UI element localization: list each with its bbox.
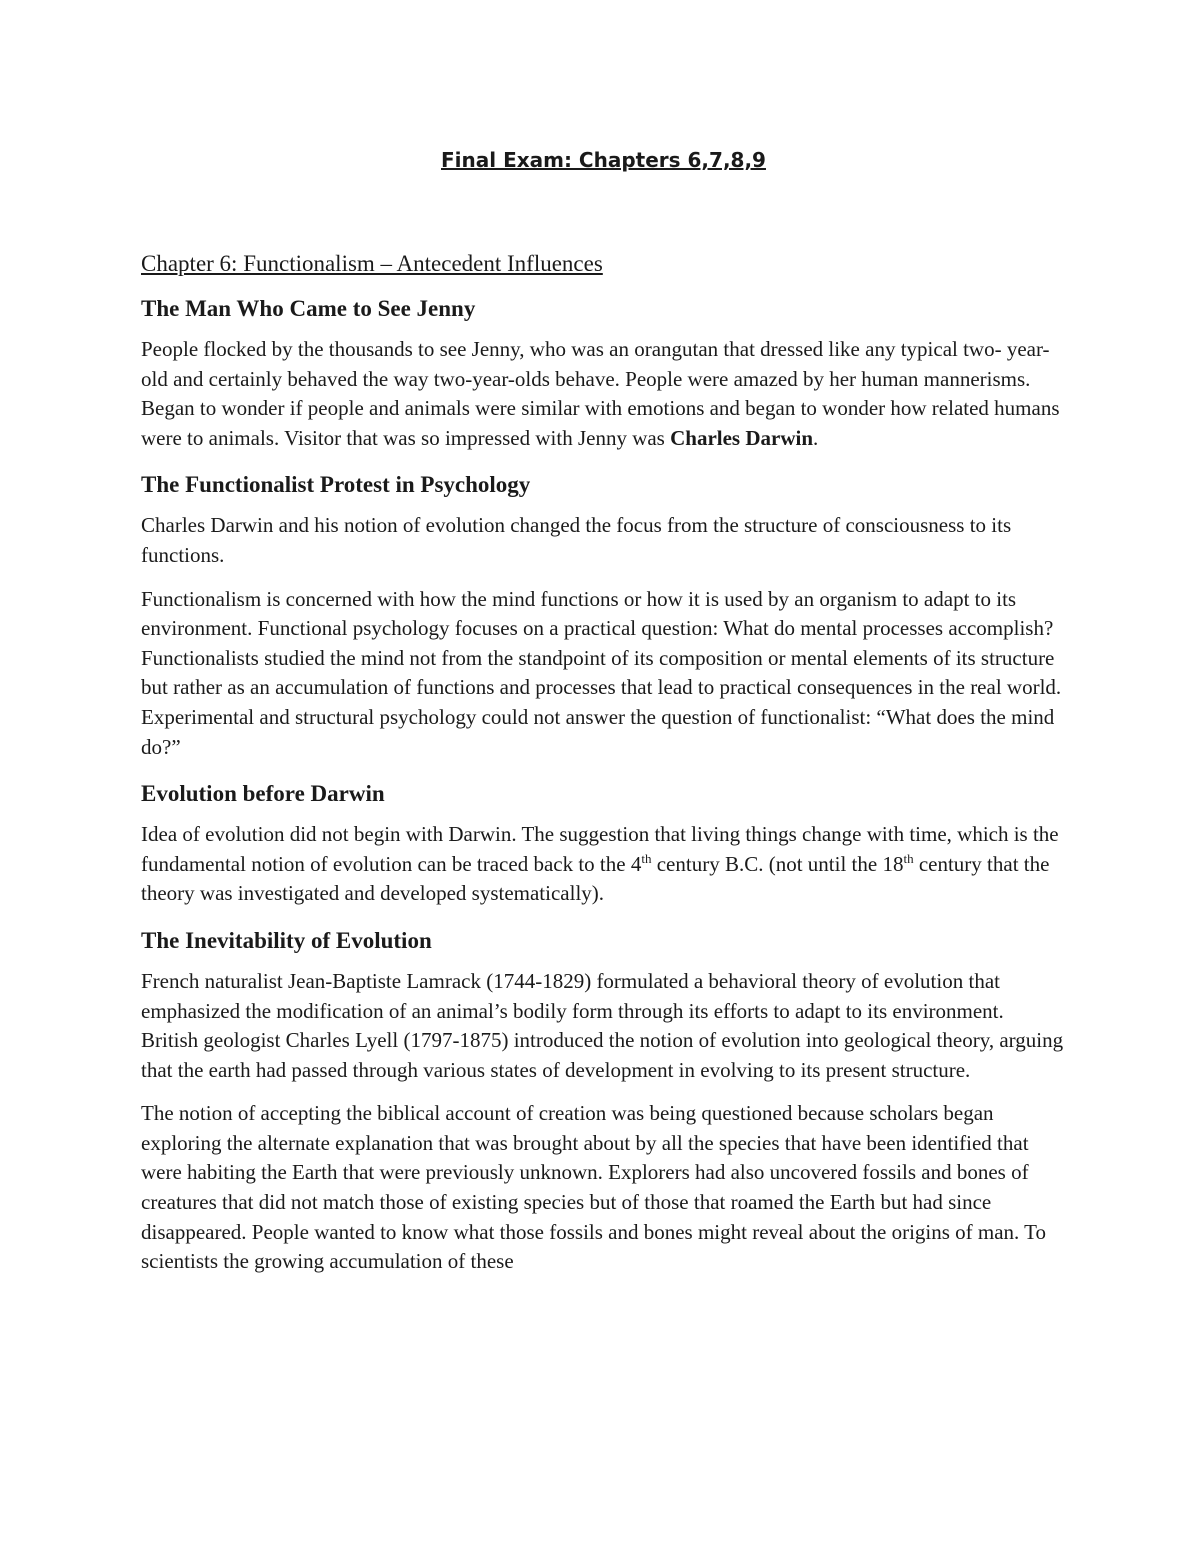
section-heading-inevitability: The Inevitability of Evolution (141, 927, 432, 953)
paragraph-protest-2: Functionalism is concerned with how the mind functions or how it is used by an organism to adapt to its environment. Functional psychology focuses on a practical question: What do mental processes accomplish? Functionalists studied the mind not from the standpoint of its composition or mental elements of its structure but rather as an accumulation of functions and processes that lead to practical consequences in the real world. Experimental and structural psychology could not answer the question of functionalist: “What does the mind do?” (141, 586, 1062, 759)
paragraph-text: Idea of evolution did not begin with Darwin. The suggestion that living things change with time, which is the fundamental notion of evolution can be traced back to the 4 (141, 822, 1059, 876)
superscript: th (903, 850, 914, 866)
paragraph-inevitability-2: The notion of accepting the biblical account of creation was being questioned because scholars began exploring the alternate explanation that was brought about by all the species that have been identified that were habiting the Earth that were previously unknown. Explorers had also uncovered fossils and bones of creatures that did not match those of existing species but of those that roamed the Earth but had since disappeared. People wanted to know what those fossils and bones might reveal about the origins of man. To scientists the growing accumulation of these (141, 1101, 1047, 1274)
paragraph-text: century that the theory was investigated and developed systematically). (141, 851, 1050, 906)
paragraph-before-darwin (141, 820, 1066, 909)
paragraph-jenny (141, 335, 1066, 453)
section-heading-protest: The Functionalist Protest in Psychology (141, 472, 531, 498)
paragraph-end: . (813, 425, 819, 450)
paragraph-inevitability-1: French naturalist Jean-Baptiste Lamrack (1744-1829) formulated a behavioral theory of evolution that emphasized the modification of an animal’s bodily form through its efforts to adapt to its environment. British geologist Charles Lyell (1797-1875) introduced the notion of evolution into geological theory, arguing that the earth had passed through various states of development in evolving to its present structure. (141, 968, 1064, 1082)
superscript: th (641, 850, 652, 866)
paragraph-protest-1: Charles Darwin and his notion of evolution changed the focus from the structure of consciousness to its functions. (141, 513, 1012, 567)
document-title: Final Exam: Chapters 6,7,8,9 (441, 148, 766, 172)
section-heading-before-darwin: Evolution before Darwin (141, 781, 385, 807)
bold-name: Charles Darwin (670, 425, 814, 450)
chapter-heading: Chapter 6: Functionalism – Antecedent Influences (141, 251, 603, 276)
paragraph-text: People flocked by the thousands to see Jenny, who was an orangutan that dressed like any typical two- year-old and certainly behaved the way two-year-olds behave. People were amazed by her human mannerisms. Began to wonder if people and animals were similar with emotions and began to wonder how related humans were to animals. Visitor that was so impressed with Jenny was (141, 337, 1060, 450)
section-heading-jenny: The Man Who Came to See Jenny (141, 296, 476, 321)
paragraph-text: century B.C. (not until the 18 (651, 851, 904, 876)
document-body (141, 140, 1066, 1291)
